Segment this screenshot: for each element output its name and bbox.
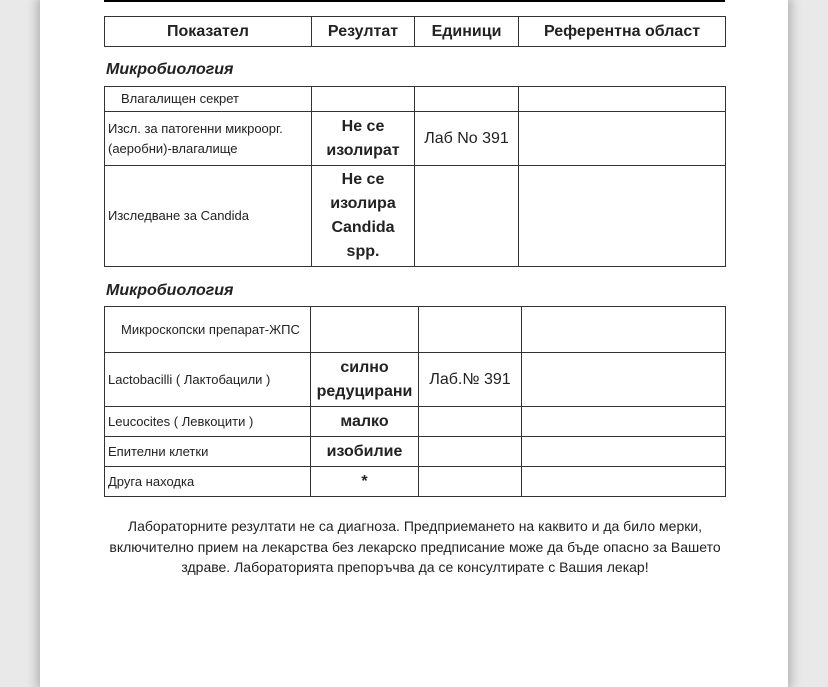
result: малко bbox=[311, 407, 419, 437]
result: силно редуцирани bbox=[311, 353, 419, 407]
reference bbox=[522, 353, 726, 407]
results-table-2 bbox=[104, 306, 726, 497]
header-units: Единици bbox=[415, 17, 519, 47]
reference bbox=[522, 307, 726, 353]
result bbox=[311, 307, 419, 353]
result bbox=[312, 87, 415, 112]
units bbox=[419, 307, 522, 353]
table-row bbox=[105, 166, 726, 267]
reference bbox=[519, 87, 726, 112]
disclaimer: Лабораторните резултати не са диагноза. Предприемането на каквито и да било мерки, включително прием на лекарства без лекарско предписание може да бъде опасно за Вашето здраве. Лабораторията препоръчва да се консултирате с Вашия лекар! bbox=[109, 518, 721, 575]
units bbox=[415, 87, 519, 112]
table-row bbox=[105, 407, 726, 437]
header-indicator: Показател bbox=[105, 17, 312, 47]
indicator: Изсл. за патогенни микроорг. (аеробни)-влагалище bbox=[105, 112, 312, 166]
result: * bbox=[311, 467, 419, 497]
indicator: Друга находка bbox=[105, 467, 311, 497]
indicator: Епителни клетки bbox=[105, 437, 311, 467]
reference bbox=[522, 437, 726, 467]
header-result: Резултат bbox=[312, 17, 415, 47]
divider bbox=[104, 0, 725, 2]
units bbox=[419, 407, 522, 437]
results-table-1 bbox=[104, 86, 726, 267]
reference bbox=[519, 112, 726, 166]
result: Не се изолира Candida spp. bbox=[312, 166, 415, 267]
result: Не се изолират bbox=[312, 112, 415, 166]
table-row bbox=[105, 307, 726, 353]
table-row bbox=[105, 353, 726, 407]
table-row bbox=[105, 467, 726, 497]
table-row bbox=[105, 112, 726, 166]
result: изобилие bbox=[311, 437, 419, 467]
indicator: Влагалищен секрет bbox=[105, 87, 312, 112]
table-row bbox=[105, 87, 726, 112]
indicator: Leucocites ( Левкоцити ) bbox=[105, 407, 311, 437]
units: Лаб.№ 391 bbox=[419, 353, 522, 407]
indicator: Изследване за Candida bbox=[105, 166, 312, 267]
indicator: Микроскопски препарат-ЖПС bbox=[105, 307, 311, 353]
reference bbox=[522, 467, 726, 497]
section-title: Микробиология bbox=[106, 61, 234, 78]
indicator: Lactobacilli ( Лактобацили ) bbox=[105, 353, 311, 407]
units bbox=[419, 467, 522, 497]
header-reference: Референтна област bbox=[519, 17, 726, 47]
reference bbox=[522, 407, 726, 437]
units bbox=[415, 166, 519, 267]
section-title: Микробиология bbox=[106, 282, 234, 299]
reference bbox=[519, 166, 726, 267]
header-table bbox=[104, 16, 726, 47]
units: Лаб No 391 bbox=[415, 112, 519, 166]
units bbox=[419, 437, 522, 467]
table-row bbox=[105, 437, 726, 467]
